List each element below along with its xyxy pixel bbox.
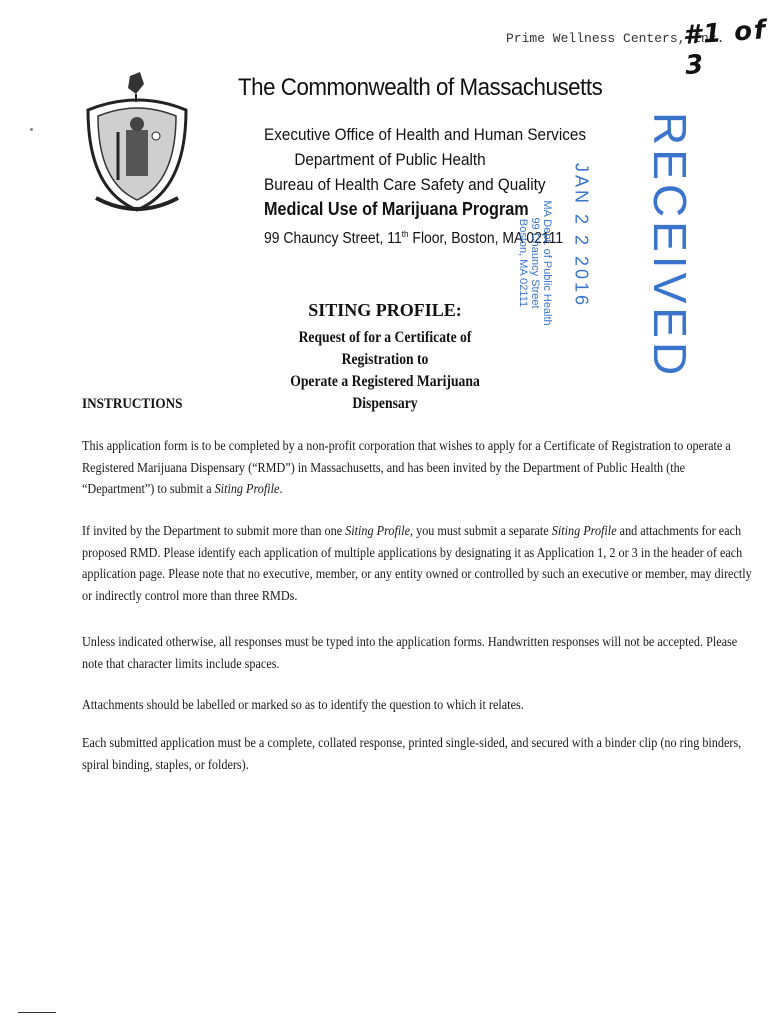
- address-line: [264, 222, 564, 251]
- p2-italic-a: Siting Profile: [345, 524, 411, 539]
- form-subtitle-2: Operate a Registered Marijuana Dispensary: [290, 373, 480, 412]
- form-subtitle-1: Request of for a Certificate of Registration to: [298, 329, 472, 368]
- form-heading: SITING PROFILE:: [308, 300, 462, 320]
- program-line: Medical Use of Marijuana Program: [264, 199, 529, 219]
- handwritten-page-number: #1 of 3: [682, 15, 769, 81]
- address-city: Floor, Boston, MA 02111: [408, 230, 564, 248]
- instructions-paragraph-4: [82, 695, 670, 717]
- received-stamp: RECEIVED: [644, 112, 696, 380]
- instructions-heading: INSTRUCTIONS: [82, 396, 183, 412]
- form-title-block: [250, 300, 520, 415]
- p3-text: Unless indicated otherwise, all responses must be typed into the application forms. Handwritten responses will not be accepted. Please note that character limits include spaces.: [82, 635, 738, 672]
- address-street: 99 Chauncy Street, 11: [264, 230, 402, 248]
- address-ordinal: th: [401, 229, 409, 239]
- p1-end: .: [279, 482, 283, 497]
- p5-text: Each submitted application must be a complete, collated response, printed single-sided, and secured with a binder clip (no ring binders, spiral binding, staples, or folders).: [82, 736, 742, 773]
- bureau-line: Bureau of Health Care Safety and Quality: [264, 175, 546, 194]
- stamp-line-2: 99 Chauncy Street: [529, 217, 541, 309]
- p4-text: Attachments should be labelled or marked so as to identify the question to which it relates.: [82, 698, 524, 713]
- p2-text-c: and attachments for each proposed RMD. Please identify each application of multiple applications by designating it as Application 1, 2 or 3 in the header of each application page. Please note that no executive, member, or any entity owned or controlled by such an executive or member, may directly or indirectly control more than three RMDs.: [82, 524, 752, 604]
- p2-text-a: If invited by the Department to submit more than one: [82, 524, 346, 539]
- instructions-paragraph-5: [82, 733, 742, 776]
- p2-italic-b: Siting Profile: [551, 524, 617, 539]
- agency-title: The Commonwealth of Massachusetts: [238, 74, 603, 101]
- company-name: Prime Wellness Centers, Inc.: [506, 31, 725, 46]
- scan-speck: [30, 128, 33, 131]
- p1-text: This application form is to be completed by a non-profit corporation that wishes to apply for a Certificate of Registration to operate a Registered Marijuana Dispensary (“RMD”) in Massachusetts, and has been invited by the Department of Public Health (the “Department”) to submit a: [82, 439, 731, 497]
- office-line: Executive Office of Health and Human Services: [264, 125, 587, 144]
- instructions-paragraph-3: [82, 632, 738, 675]
- department-line: Department of Public Health: [294, 150, 486, 169]
- agency-block: [264, 122, 587, 251]
- instructions-paragraph-2: [82, 521, 752, 607]
- stamp-line-3: Boston, MA 02111: [517, 218, 529, 308]
- p2-text-b: , you must submit a separate: [410, 524, 552, 539]
- massachusetts-seal-icon: [78, 70, 196, 216]
- p1-italic: Siting Profile: [214, 482, 280, 497]
- footer-rule: [18, 1012, 56, 1013]
- received-stamp-date: JAN 2 2 2016: [571, 162, 592, 309]
- instructions-paragraph-1: [82, 436, 731, 501]
- received-stamp-address: [517, 183, 553, 343]
- stamp-line-1: MA Dept. of Public Health: [541, 200, 553, 326]
